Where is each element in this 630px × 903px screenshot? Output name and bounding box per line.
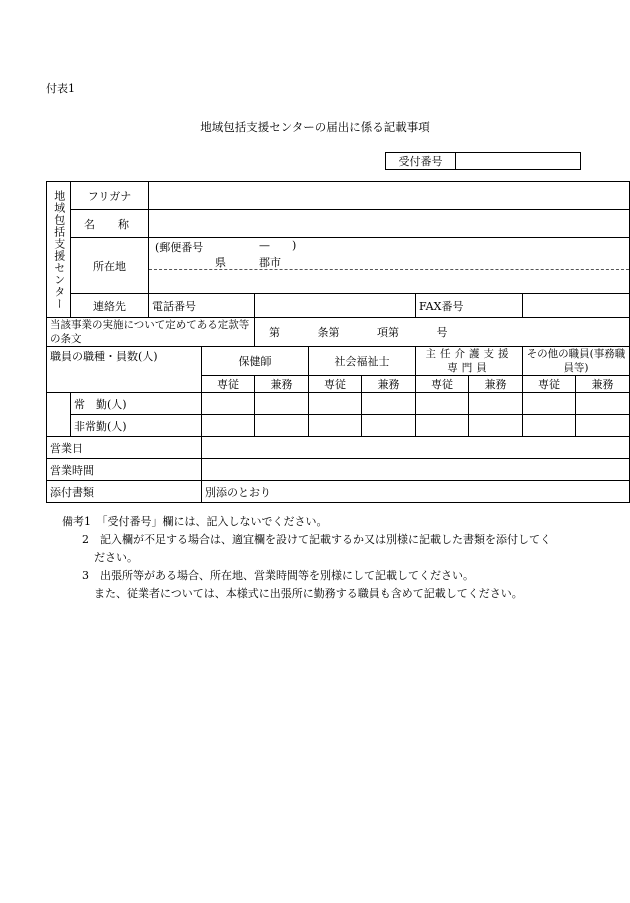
tel-field[interactable] [255,294,416,318]
center-vertical-label: 地域包括支援センター [47,182,71,318]
attachments-field[interactable]: 別添のとおり [202,481,630,503]
name-label: 名 称 [71,210,149,238]
sub-full-4: 専従 [523,376,576,393]
parttime-cell[interactable] [309,415,362,437]
fax-field[interactable] [523,294,630,318]
parttime-cell[interactable] [576,415,630,437]
parttime-cell[interactable] [255,415,309,437]
sub-part-1: 兼務 [255,376,309,393]
articles-field[interactable] [255,318,630,347]
business-hours-label: 営業時間 [47,459,202,481]
main-form-table [46,181,630,503]
sub-full-3: 専従 [416,376,469,393]
sub-full-1: 専従 [202,376,255,393]
receipt-number-field[interactable] [456,153,581,170]
note-2: 2 記入欄が不足する場合は、適宜欄を設けて記載するか又は別様に記載した書類を添付してく [82,533,551,546]
role-social-worker: 社会福祉士 [309,347,416,376]
business-days-label: 営業日 [47,437,202,459]
staff-header-label: 職員の職種・員数(人) [47,347,202,393]
parttime-cell[interactable] [202,415,255,437]
article-label: 第 [269,326,280,339]
business-hours-field[interactable] [202,459,630,481]
address-line2[interactable] [149,269,629,293]
page-title: 地域包括支援センターの届出に係る記載事項 [200,120,430,134]
parttime-cell[interactable] [362,415,416,437]
role-care-manager: 主任介護支援専門員 [416,347,523,376]
fulltime-cell[interactable] [469,393,523,415]
tel-label: 電話番号 [149,294,255,318]
fulltime-cell[interactable] [255,393,309,415]
parttime-cell[interactable] [523,415,576,437]
city-label: 郡市 [259,256,281,269]
zip-prefix: (郵便番号 [155,241,204,254]
note-3: 3 出張所等がある場合、所在地、営業時間等を別様にして記載してください。 [82,569,474,582]
business-days-field[interactable] [202,437,630,459]
zip-dash: — [259,239,270,252]
note-3-cont: また、従業者については、本様式に出張所に勤務する職員も含めて記載してください。 [94,587,523,600]
fulltime-cell[interactable] [202,393,255,415]
fulltime-cell[interactable] [309,393,362,415]
fulltime-row-label: 常 勤(人) [71,393,202,415]
receipt-label: 受付番号 [386,153,456,170]
prefecture-label: 県 [215,256,226,269]
furigana-label: フリガナ [71,182,149,210]
fax-label: FAX番号 [416,294,523,318]
role-other-staff: その他の職員(事務職員等) [523,347,630,376]
role-public-health-nurse: 保健師 [202,347,309,376]
sub-full-2: 専従 [309,376,362,393]
name-field[interactable] [149,210,630,238]
address-label: 所在地 [71,238,149,294]
contact-label: 連絡先 [71,294,149,318]
fulltime-cell[interactable] [523,393,576,415]
number-label: 号 [436,326,448,339]
receipt-table [385,152,581,170]
sub-part-3: 兼務 [469,376,523,393]
fulltime-cell[interactable] [576,393,630,415]
attachments-label: 添付書類 [47,481,202,503]
address-field[interactable] [149,238,630,294]
fulltime-cell[interactable] [416,393,469,415]
fulltime-cell[interactable] [362,393,416,415]
clause-label: 条第 [317,326,340,339]
notes-block [62,513,551,603]
zip-suffix: ) [292,239,297,252]
furigana-field[interactable] [149,182,630,210]
note-1: 備考1 「受付番号」欄には、記入しないでください。 [62,515,328,528]
sub-part-2: 兼務 [362,376,416,393]
parttime-row-label: 非常勤(人) [71,415,202,437]
form-id: 付表1 [46,82,75,95]
articles-label: 当該事業の実施について定めてある定款等の条文 [47,318,255,347]
note-2-cont: ださい。 [94,551,138,564]
parttime-cell[interactable] [469,415,523,437]
item-label: 項第 [377,326,399,339]
sub-part-4: 兼務 [576,376,630,393]
parttime-cell[interactable] [416,415,469,437]
